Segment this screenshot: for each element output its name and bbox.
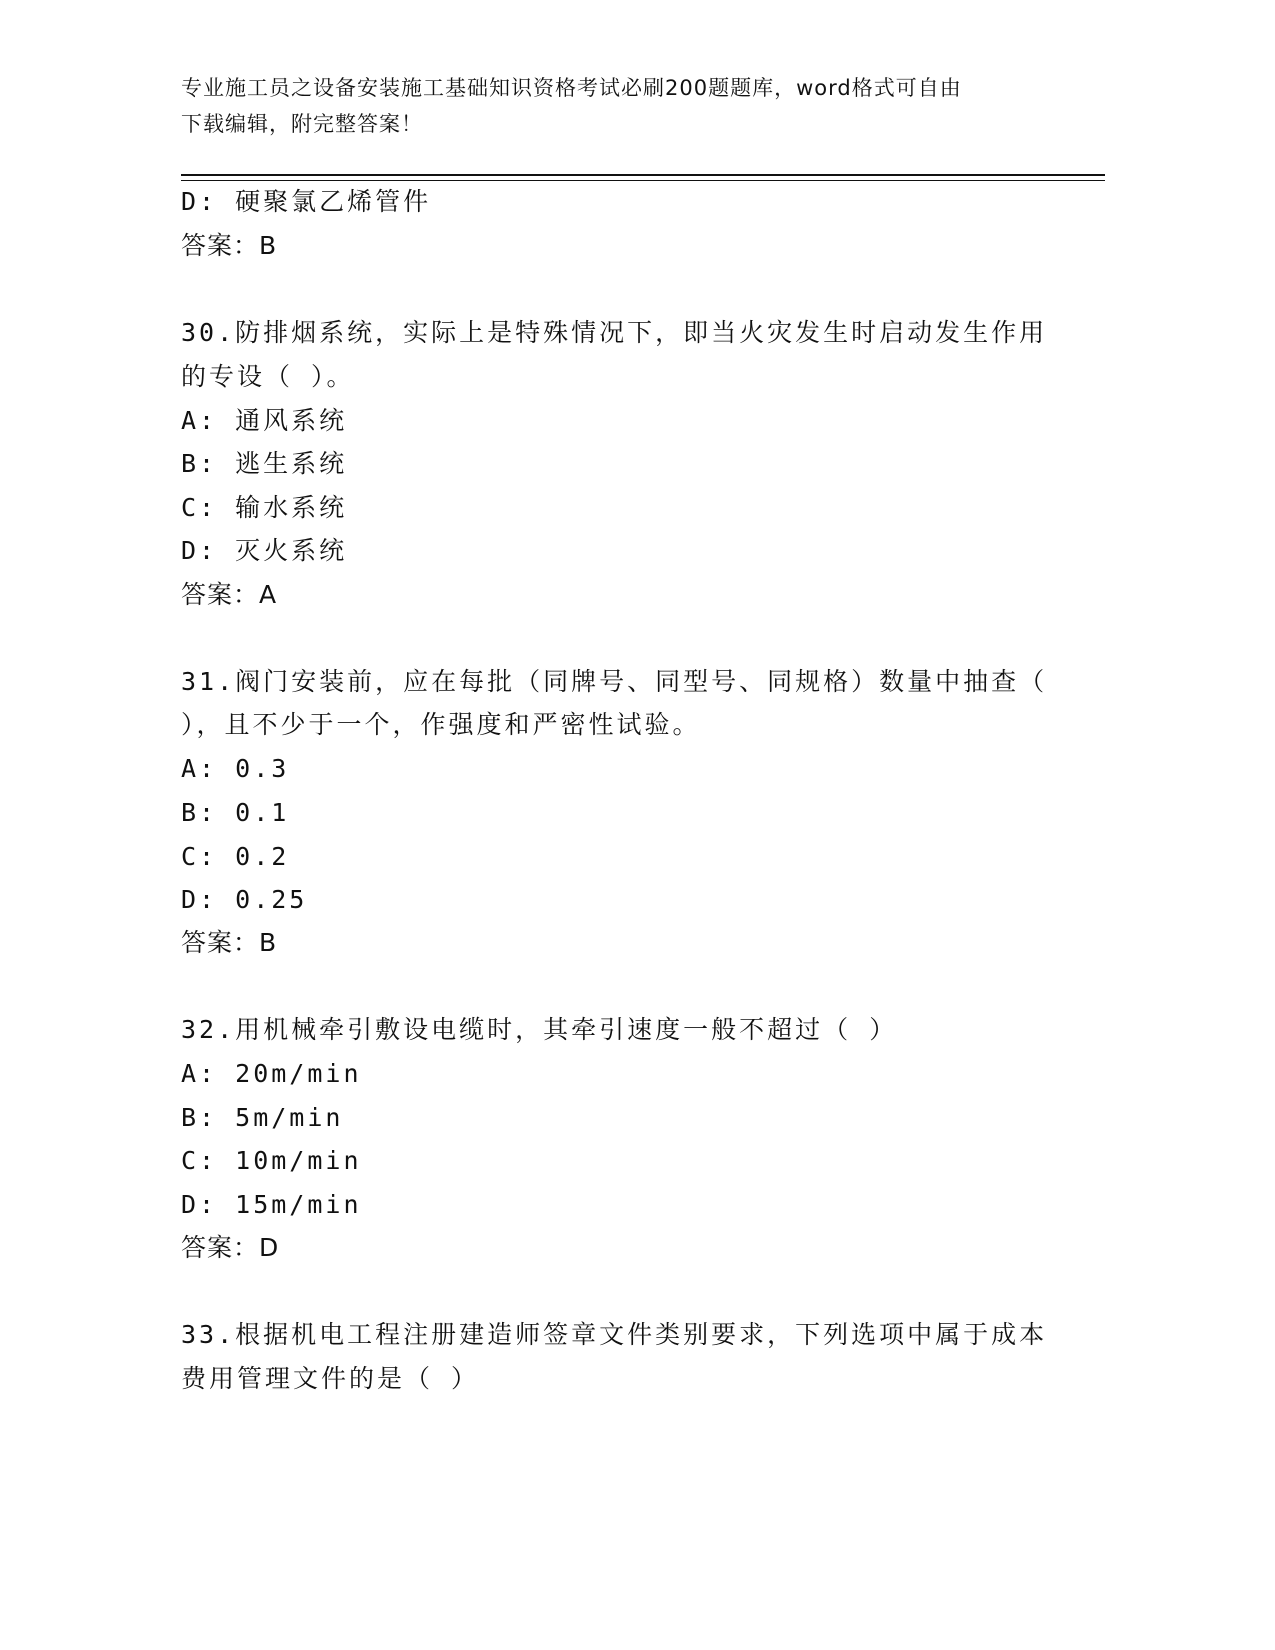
answer: 答案：B	[181, 231, 278, 260]
header-line-1: 专业施工员之设备安装施工基础知识资格考试必刷200题题库，word格式可自由	[181, 76, 962, 100]
option-b: B: 逃生系统	[181, 449, 348, 478]
option-a: A: 0.3	[181, 754, 290, 783]
document-header	[181, 70, 1061, 142]
question-stem: 30.防排烟系统，实际上是特殊情况下，即当火灾发生时启动发生作用	[181, 318, 1048, 347]
answer: 答案：D	[181, 1233, 280, 1262]
option-b: B: 5m/min	[181, 1103, 344, 1132]
option-d: D: 硬聚氯乙烯管件	[181, 187, 432, 216]
option-d: D: 15m/min	[181, 1190, 362, 1219]
option-a: A: 20m/min	[181, 1059, 362, 1088]
question-stem-continued: ），且不少于一个，作强度和严密性试验。	[181, 710, 701, 739]
option-d: D: 0.25	[181, 885, 308, 914]
answer: 答案：B	[181, 928, 278, 957]
option-c: C: 10m/min	[181, 1146, 362, 1175]
question-stem: 32.用机械牵引敷设电缆时，其牵引速度一般不超过（ ）	[181, 1015, 898, 1044]
option-d: D: 灭火系统	[181, 536, 348, 565]
option-c: C: 0.2	[181, 842, 290, 871]
question-stem: 33.根据机电工程注册建造师签章文件类别要求，下列选项中属于成本	[181, 1320, 1048, 1349]
question-stem: 31.阀门安装前，应在每批（同牌号、同型号、同规格）数量中抽查（	[181, 667, 1048, 696]
header-line-2: 下载编辑，附完整答案！	[181, 112, 423, 136]
option-c: C: 输水系统	[181, 493, 348, 522]
header-divider-thin	[181, 180, 1105, 181]
question-stem-continued: 的专设（ ）。	[181, 362, 355, 391]
header-divider-thick	[181, 174, 1105, 176]
question-stem-continued: 费用管理文件的是（ ）	[181, 1364, 480, 1393]
answer: 答案：A	[181, 580, 278, 609]
option-a: A: 通风系统	[181, 406, 348, 435]
option-b: B: 0.1	[181, 798, 290, 827]
